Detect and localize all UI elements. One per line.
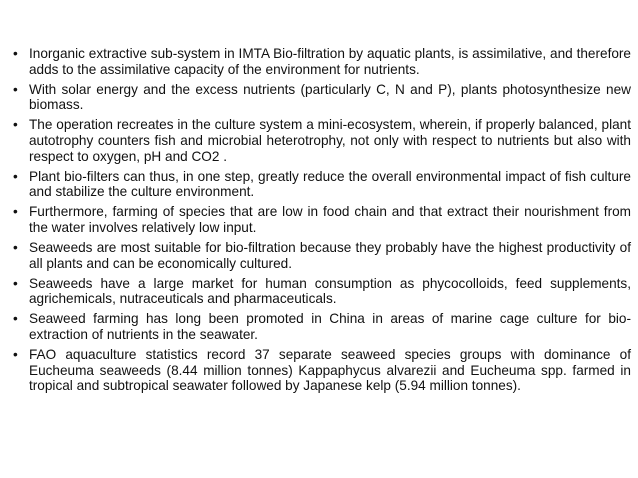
- bullet-text: Seaweeds have a large market for human consumption as phycocolloids, feed supplements, agrichemicals, nutraceuticals and pharmaceuticals.: [29, 275, 631, 307]
- bullet-item: [13, 117, 631, 164]
- bullet-text: Seaweed farming has long been promoted in China in areas of marine cage culture for bio-extraction of nutrients in the seawater.: [29, 311, 631, 342]
- bullet-dot-icon: •: [13, 275, 18, 291]
- bullet-text: Inorganic extractive sub-system in IMTA Bio-filtration by aquatic plants, is assimilative, and therefore adds to the assimilative capacity of the environment for nutrients.: [29, 46, 631, 77]
- bullet-text: Seaweeds are most suitable for bio-filtration because they probably have the highest productivity of all plants and can be economically cultured.: [29, 240, 631, 271]
- bullet-item: [13, 204, 631, 235]
- bullet-dot-icon: •: [13, 347, 18, 363]
- bullet-dot-icon: •: [13, 46, 18, 61]
- bullet-list: [13, 46, 631, 398]
- bullet-item: [13, 311, 631, 342]
- bullet-text: The operation recreates in the culture system a mini-ecosystem, wherein, if properly balanced, plant autotrophy counters fish and microbial heterotrophy, not only with respect to nutrients but also with respect to oxygen, pH and CO2 .: [29, 117, 631, 164]
- bullet-dot-icon: •: [13, 168, 18, 184]
- bullet-item: [13, 46, 631, 77]
- bullet-item: [13, 276, 631, 307]
- bullet-dot-icon: •: [13, 311, 18, 327]
- bullet-text: Plant bio-filters can thus, in one step, greatly reduce the overall environmental impact of fish culture and stabilize the culture environment.: [29, 168, 631, 200]
- bullet-text: With solar energy and the excess nutrients (particularly C, N and P), plants photosynthesize new biomass.: [29, 81, 631, 113]
- bullet-item: [13, 347, 631, 394]
- bullet-item: [13, 82, 631, 113]
- bullet-dot-icon: •: [13, 81, 18, 97]
- bullet-dot-icon: •: [13, 204, 18, 220]
- bullet-item: [13, 169, 631, 200]
- bullet-item: [13, 240, 631, 271]
- bullet-text: Furthermore, farming of species that are low in food chain and that extract their nourishment from the water involves relatively low input.: [29, 204, 631, 235]
- bullet-dot-icon: •: [13, 117, 18, 133]
- bullet-text: FAO aquaculture statistics record 37 separate seaweed species groups with dominance of Eucheuma seaweeds (8.44 million tonnes) Kappaphycus alvarezii and Eucheuma spp. farmed in tropical and subtropical seawater followed by Japanese kelp (5.94 million tonnes).: [29, 347, 631, 394]
- bullet-dot-icon: •: [13, 240, 18, 256]
